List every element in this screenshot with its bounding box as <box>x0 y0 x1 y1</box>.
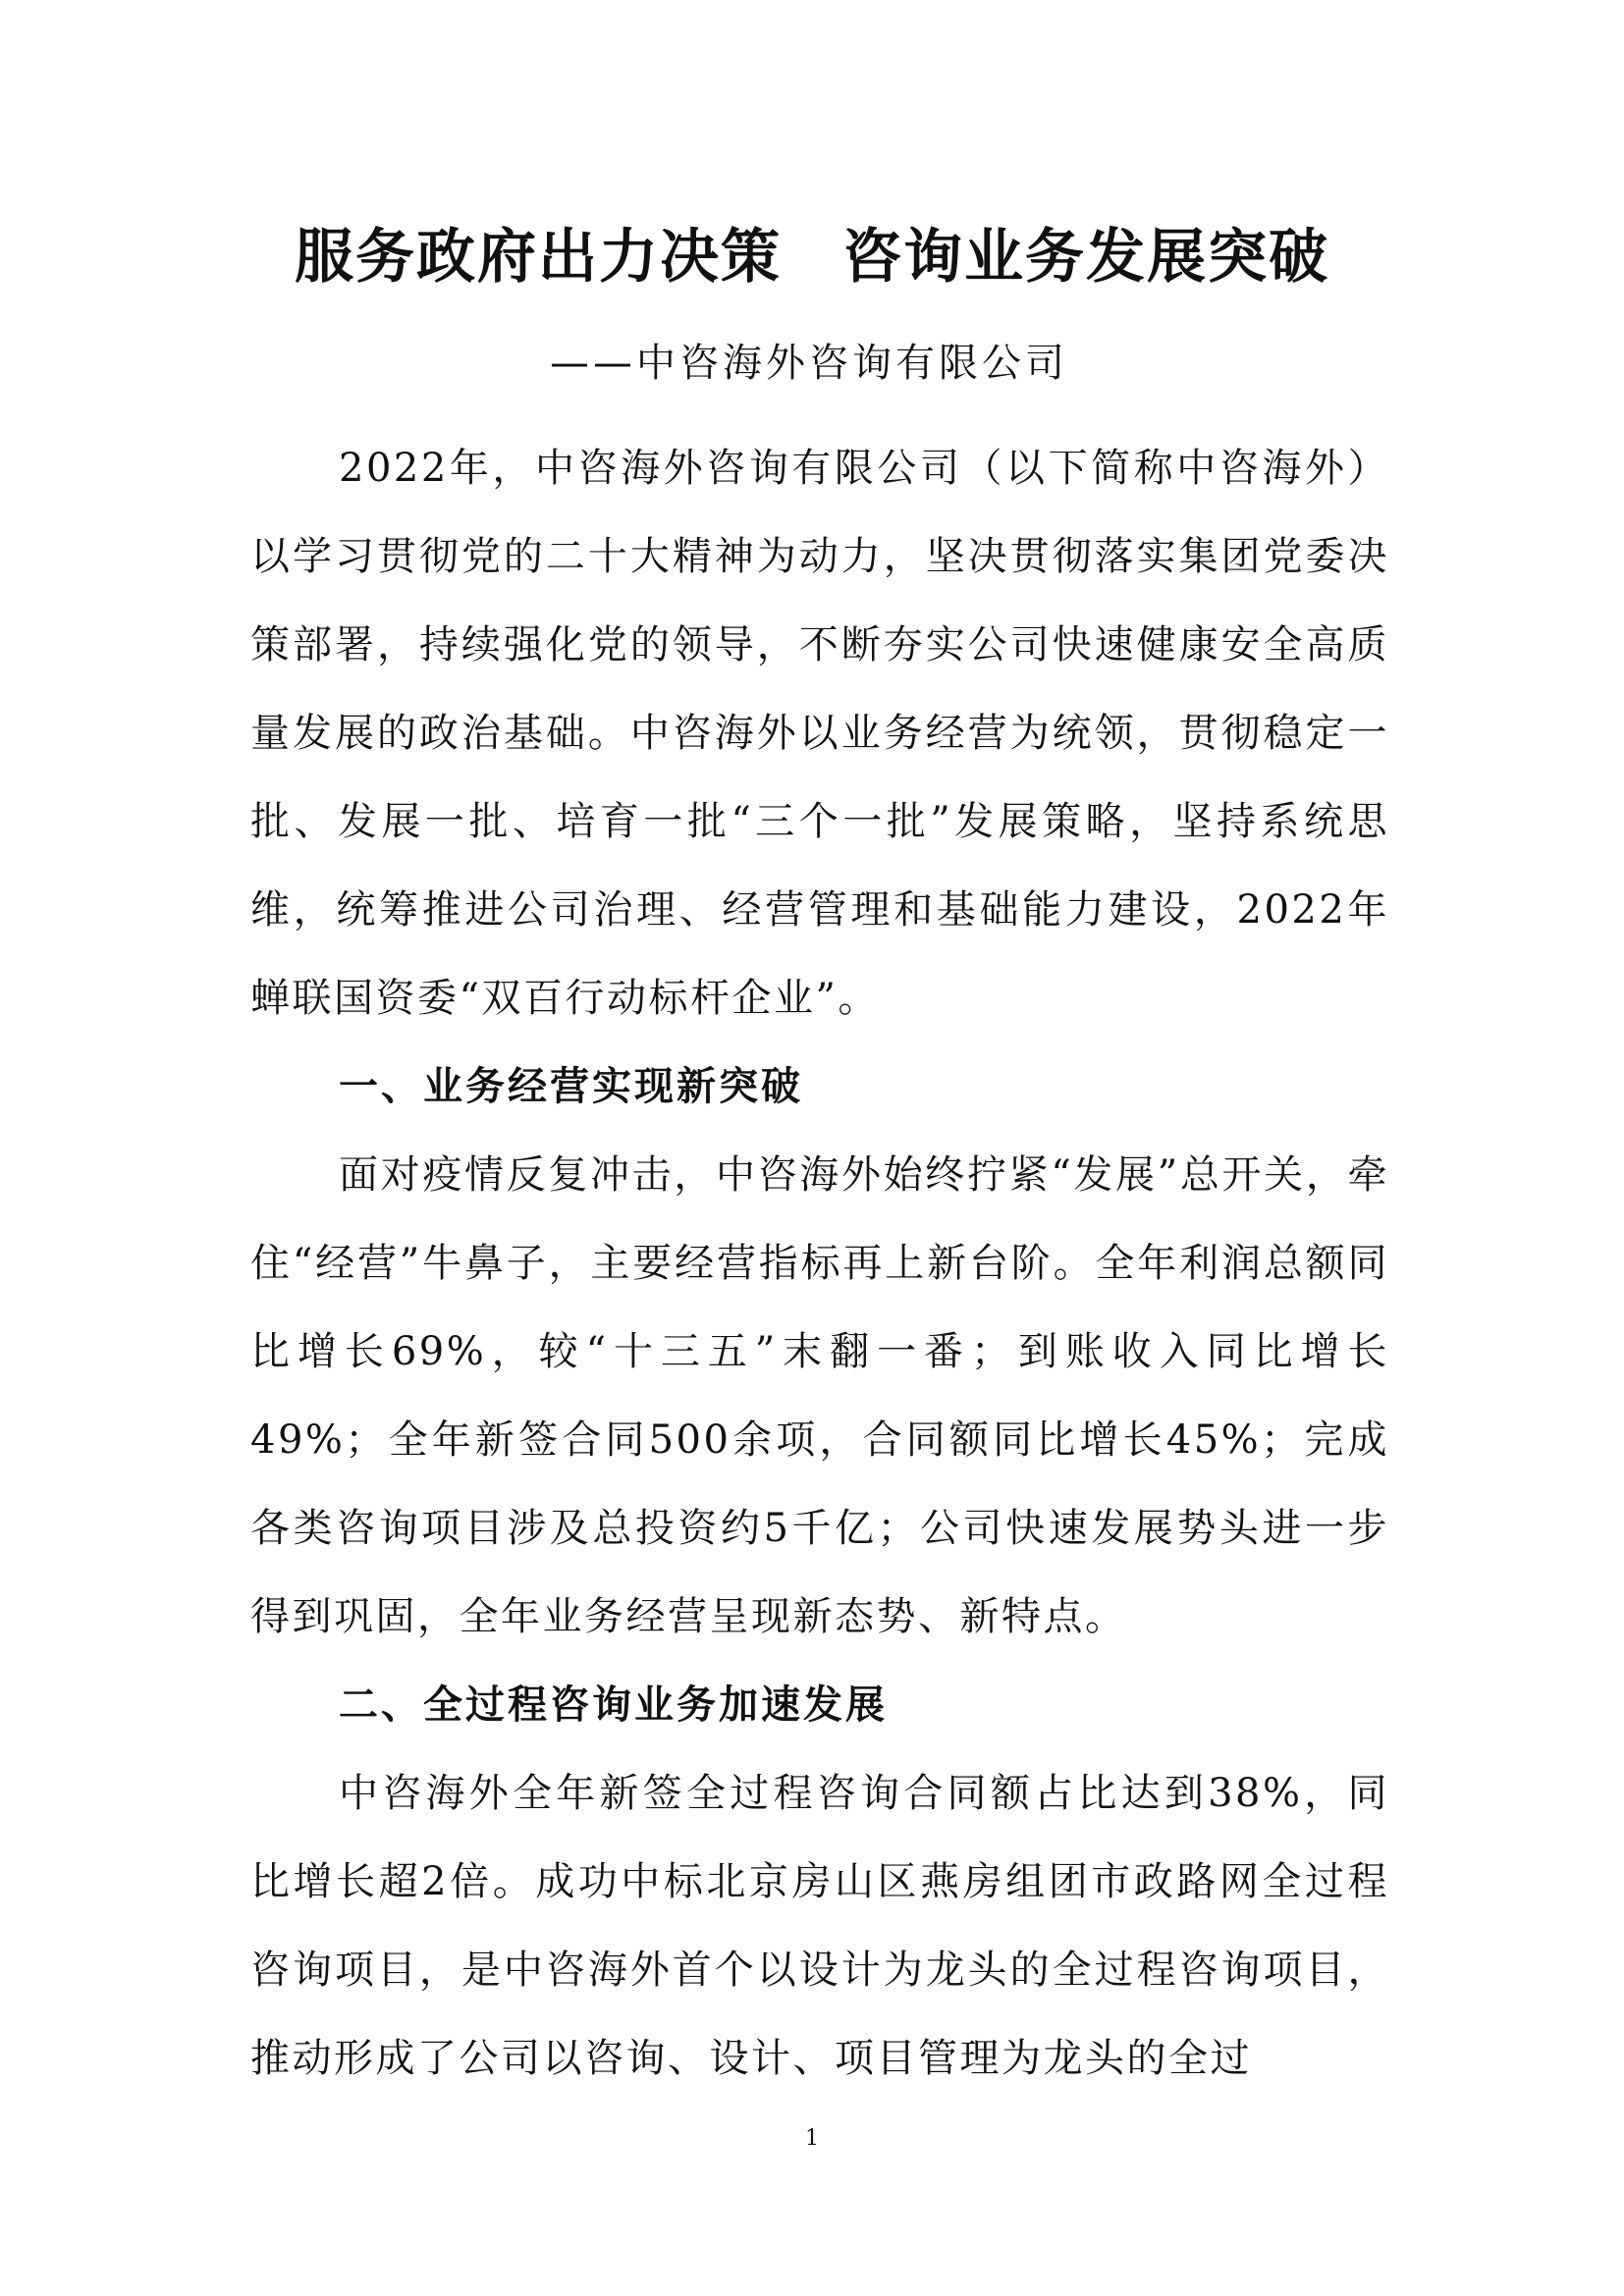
document-title: 服务政府出力决策 咨询业务发展突破 <box>295 223 1329 292</box>
document-body <box>250 424 1389 2103</box>
section-paragraph-1: 面对疫情反复冲击，中咨海外始终拧紧“发展”总开关，牵住“经营”牛鼻子，主要经营指标再上新台阶。全年利润总额同比增长69%，较“十三五”末翻一番；到账收入同比增长49%；全年新签合同500余项，合同额同比增长45%；完成各类咨询项目涉及总投资约5千亿；公司快速发展势头进一步得到巩固，全年业务经营呈现新态势、新特点。 <box>250 1152 1389 1639</box>
section-heading-1: 一、业务经营实现新突破 <box>339 1064 803 1109</box>
section-heading-2: 二、全过程咨询业务加速发展 <box>339 1682 888 1728</box>
page-number: 1 <box>805 2126 819 2151</box>
intro-paragraph: 2022年，中咨海外咨询有限公司（以下简称中咨海外）以学习贯彻党的二十大精神为动力，坚决贯彻落实集团党委决策部署，持续强化党的领导，不断夯实公司快速健康安全高质量发展的政治基础。中咨海外以业务经营为统领，贯彻稳定一批、发展一批、培育一批“三个一批”发展策略，坚持系统思维，统筹推进公司治理、经营管理和基础能力建设，2022年蝉联国资委“双百行动标杆企业”。 <box>250 446 1389 1021</box>
section-paragraph-2: 中咨海外全年新签全过程咨询合同额占比达到38%，同比增长超2倍。成功中标北京房山区燕房组团市政路网全过程咨询项目，是中咨海外首个以设计为龙头的全过程咨询项目，推动形成了公司以咨询、设计、项目管理为龙头的全过 <box>250 1771 1389 2081</box>
document-subtitle: ——中咨海外咨询有限公司 <box>550 341 1068 386</box>
